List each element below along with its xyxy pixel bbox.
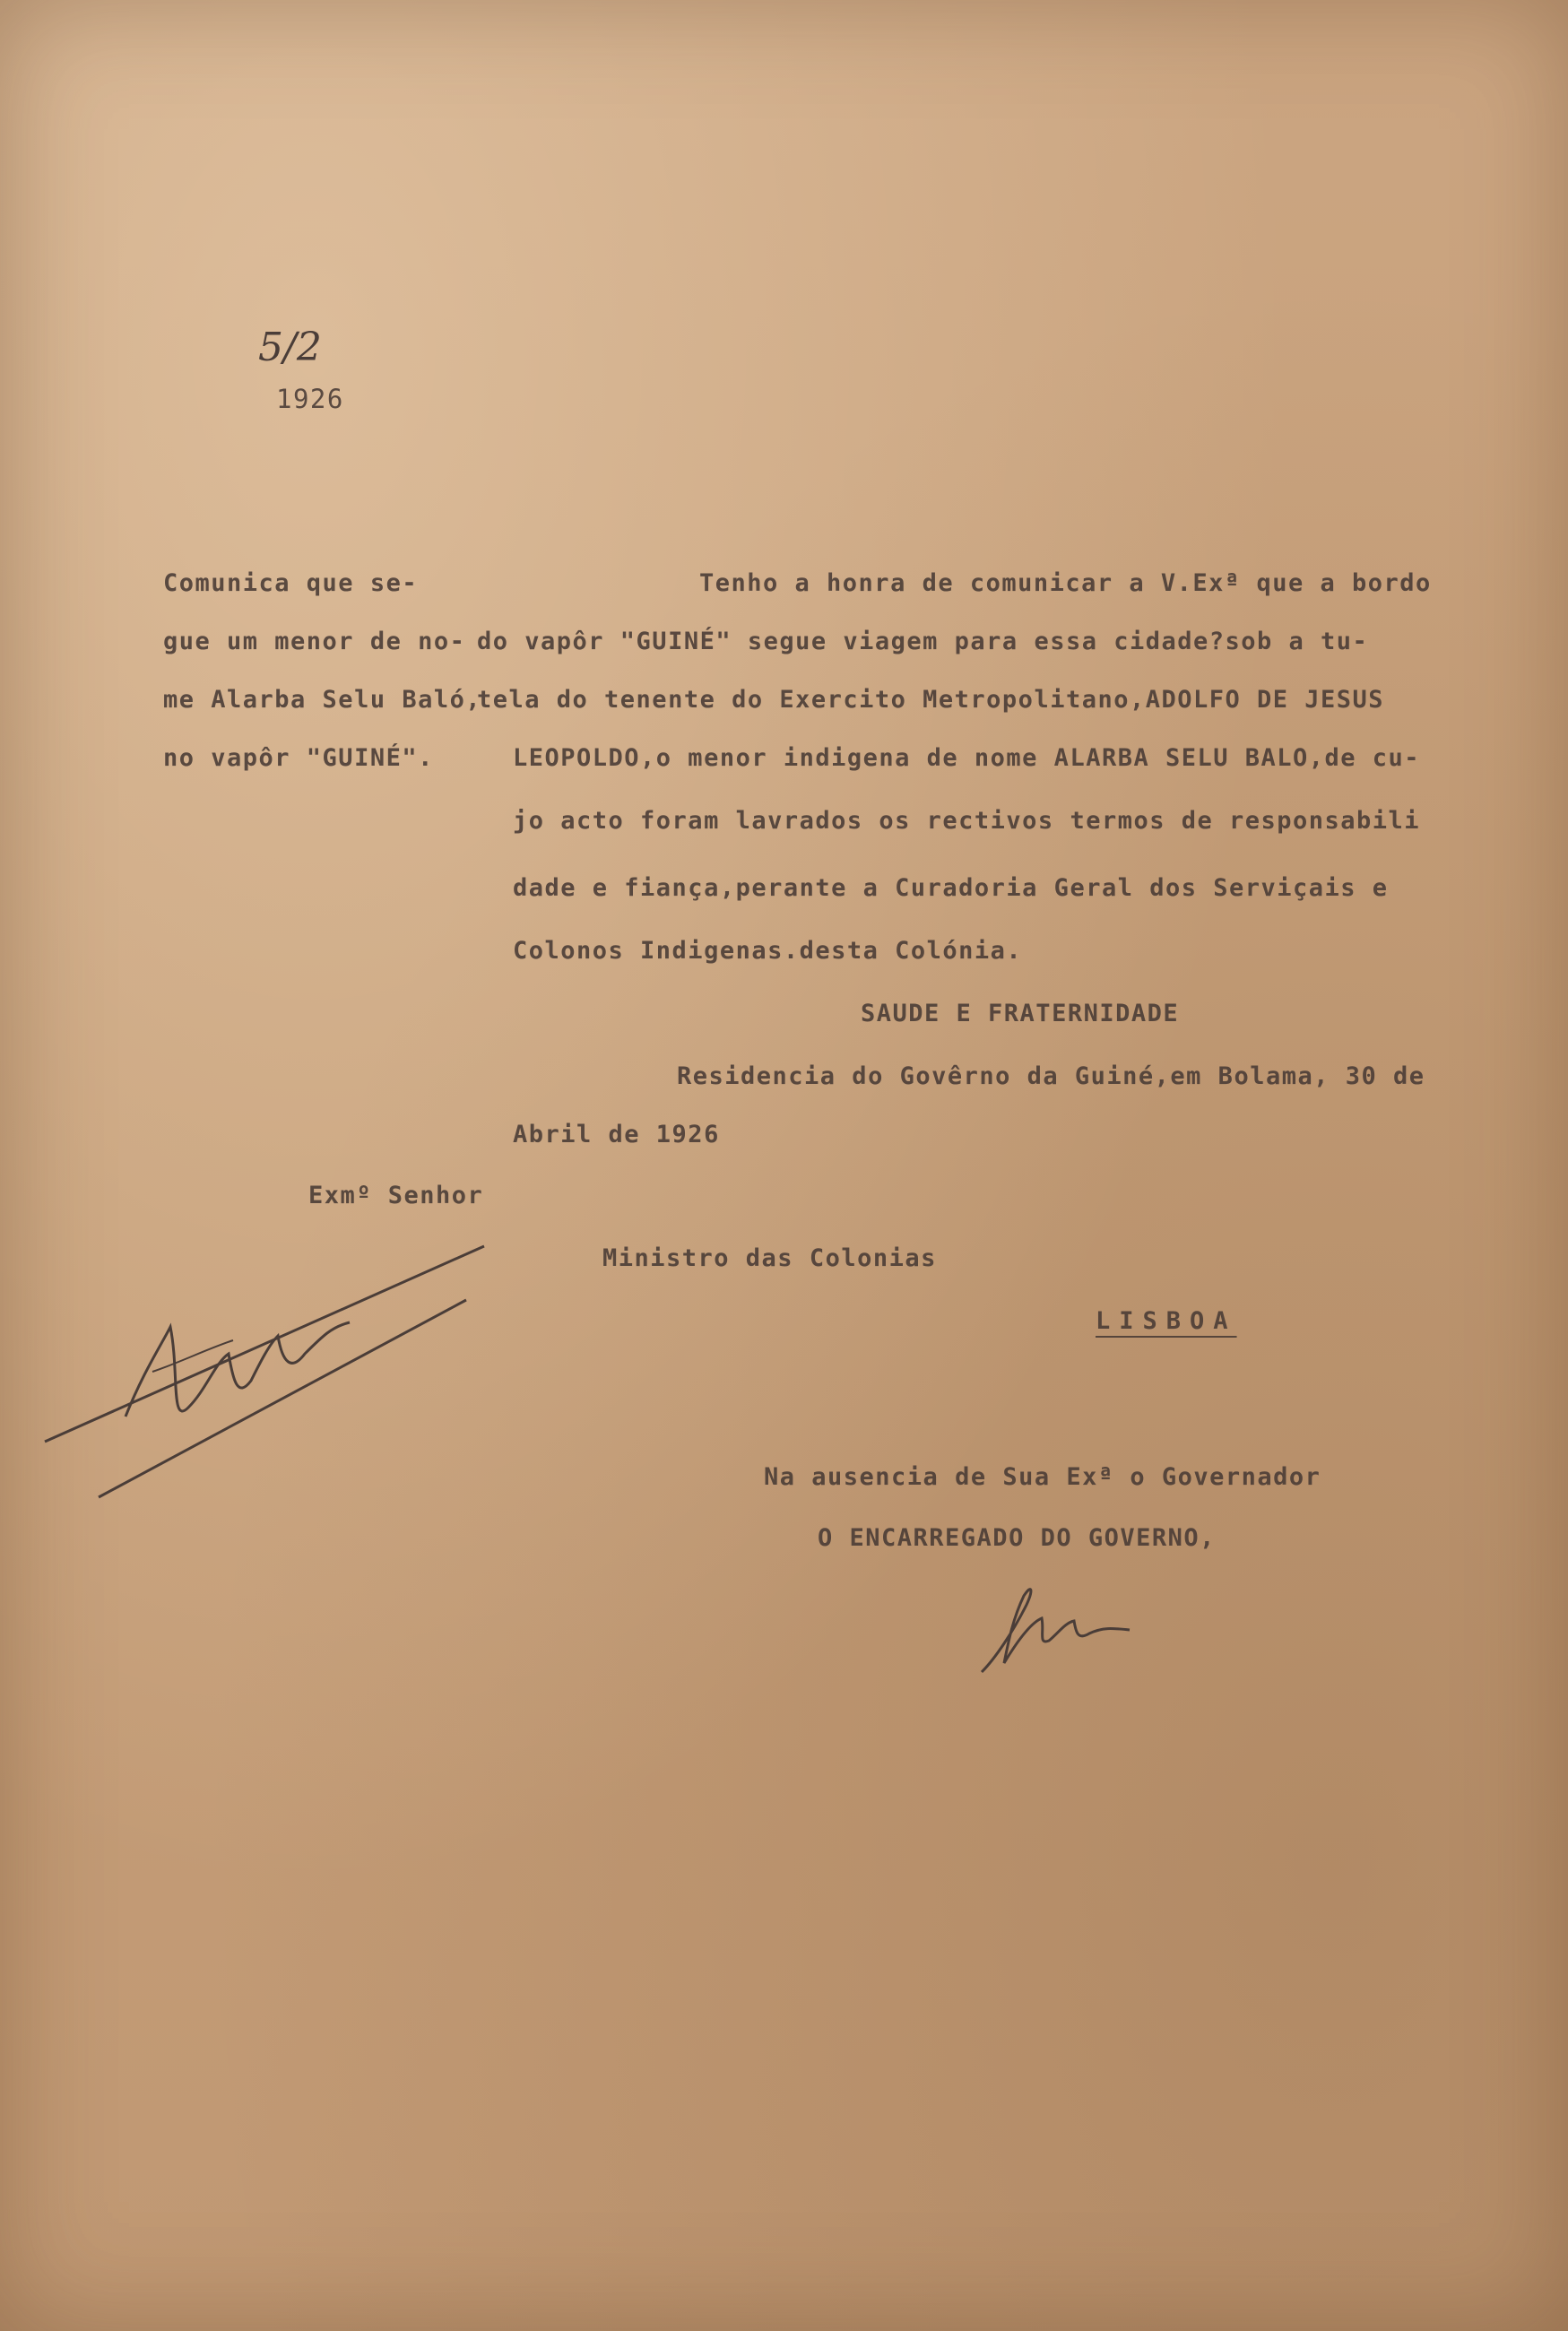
body-line: Tenho a honra de comunicar a V.Exª que a bordo bbox=[699, 569, 1432, 597]
body-line: dade e fiança,perante a Curadoria Geral dos Serviçais e bbox=[513, 874, 1389, 902]
closing-line: Na ausencia de Sua Exª o Governador bbox=[764, 1463, 1321, 1491]
place-date-line: Residencia do Govêrno da Guiné,em Bolama, 30 de bbox=[677, 1062, 1425, 1090]
archive-year: 1926 bbox=[276, 384, 344, 414]
body-line: tela do tenente do Exercito Metropolitano,ADOLFO DE JESUS bbox=[477, 686, 1385, 714]
addressee-greeting: Exmº Senhor bbox=[308, 1182, 484, 1209]
body-line: Colonos Indigenas.desta Colónia. bbox=[513, 937, 1023, 965]
closing-line: O ENCARREGADO DO GOVERNO, bbox=[818, 1524, 1216, 1552]
margin-note-line: gue um menor de no- bbox=[163, 628, 466, 655]
margin-note-line: Comunica que se- bbox=[163, 569, 419, 597]
addressee-city: LISBOA bbox=[1096, 1307, 1237, 1335]
archive-number: 5/2 bbox=[258, 325, 322, 370]
body-line: LEOPOLDO,o menor indigena de nome ALARBA SELU BALO,de cu- bbox=[513, 744, 1421, 772]
place-date-line: Abril de 1926 bbox=[513, 1121, 720, 1148]
margin-note-line: no vapôr "GUINÉ". bbox=[163, 744, 434, 772]
rubric-signature bbox=[36, 1237, 502, 1506]
salutation: SAUDE E FRATERNIDADE bbox=[861, 1000, 1180, 1027]
body-line: do vapôr "GUINÉ" segue viagem para essa cidade?sob a tu- bbox=[477, 628, 1369, 655]
addressee-title: Ministro das Colonias bbox=[602, 1244, 937, 1272]
governor-signature bbox=[977, 1578, 1157, 1685]
body-line: jo acto foram lavrados os rectivos termos de responsabili bbox=[513, 807, 1421, 835]
margin-note-line: me Alarba Selu Baló, bbox=[163, 686, 482, 714]
